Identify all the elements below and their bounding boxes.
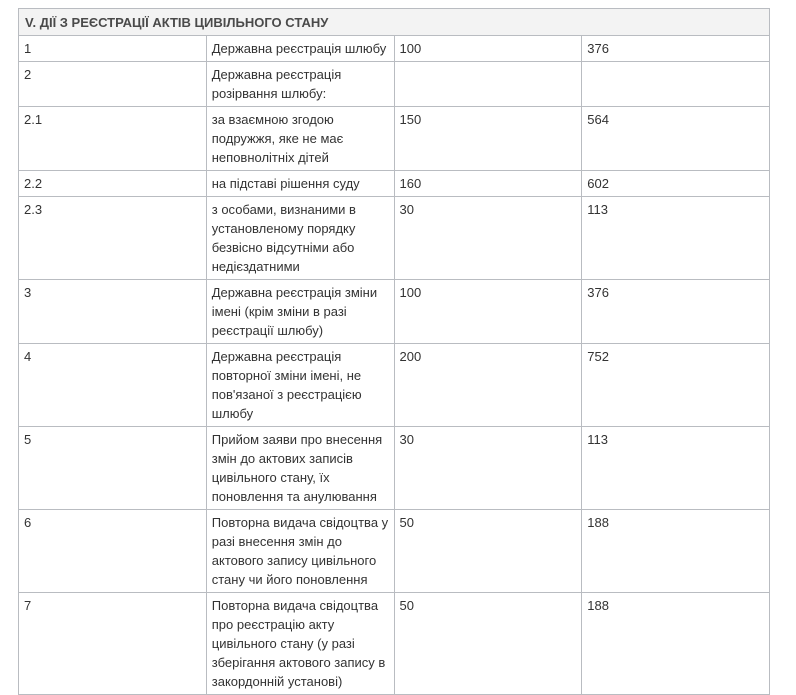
- table-row: [19, 107, 770, 171]
- row-description: Державна реєстрація шлюбу: [206, 36, 394, 62]
- table-row: [19, 427, 770, 510]
- row-value-2: 113: [582, 427, 770, 510]
- table-row: [19, 510, 770, 593]
- row-number: 6: [19, 510, 207, 593]
- row-number: 7: [19, 593, 207, 695]
- row-value-1: 50: [394, 593, 582, 695]
- row-value-2: 376: [582, 36, 770, 62]
- table-row: [19, 593, 770, 695]
- row-value-1: 100: [394, 36, 582, 62]
- fee-table: [18, 8, 770, 695]
- row-value-2: 564: [582, 107, 770, 171]
- section-header-row: [19, 9, 770, 36]
- row-value-2: 188: [582, 593, 770, 695]
- row-value-2: 188: [582, 510, 770, 593]
- table-row: [19, 280, 770, 344]
- row-value-1: 30: [394, 427, 582, 510]
- row-value-1: 150: [394, 107, 582, 171]
- row-value-1: 50: [394, 510, 582, 593]
- row-number: 2.3: [19, 197, 207, 280]
- row-number: 5: [19, 427, 207, 510]
- section-title: V. ДІЇ З РЕЄСТРАЦІЇ АКТІВ ЦИВІЛЬНОГО СТАНУ: [19, 9, 770, 36]
- row-description: Прийом заяви про внесення змін до актових записів цивільного стану, їх поновлення та анулювання: [206, 427, 394, 510]
- row-value-2: [582, 62, 770, 107]
- table-row: [19, 344, 770, 427]
- row-value-1: [394, 62, 582, 107]
- row-description: Повторна видача свідоцтва про реєстрацію акту цивільного стану (у разі зберігання актового запису в закордонній установі): [206, 593, 394, 695]
- table-row: [19, 197, 770, 280]
- row-value-2: 602: [582, 171, 770, 197]
- row-description: за взаємною згодою подружжя, яке не має неповнолітніх дітей: [206, 107, 394, 171]
- row-value-1: 200: [394, 344, 582, 427]
- table-row: [19, 36, 770, 62]
- row-value-2: 376: [582, 280, 770, 344]
- row-number: 1: [19, 36, 207, 62]
- row-description: з особами, визнаними в установленому порядку безвісно відсутніми або недієздатними: [206, 197, 394, 280]
- row-description: Державна реєстрація розірвання шлюбу:: [206, 62, 394, 107]
- row-value-1: 30: [394, 197, 582, 280]
- row-value-2: 752: [582, 344, 770, 427]
- row-description: Державна реєстрація зміни імені (крім зміни в разі реєстрації шлюбу): [206, 280, 394, 344]
- row-description: Державна реєстрація повторної зміни імені, не пов'язаної з реєстрацією шлюбу: [206, 344, 394, 427]
- row-number: 3: [19, 280, 207, 344]
- row-number: 2.1: [19, 107, 207, 171]
- row-description: на підставі рішення суду: [206, 171, 394, 197]
- row-number: 4: [19, 344, 207, 427]
- row-value-1: 100: [394, 280, 582, 344]
- table-row: [19, 62, 770, 107]
- row-value-2: 113: [582, 197, 770, 280]
- row-number: 2.2: [19, 171, 207, 197]
- row-description: Повторна видача свідоцтва у разі внесення змін до актового запису цивільного стану чи його поновлення: [206, 510, 394, 593]
- row-value-1: 160: [394, 171, 582, 197]
- row-number: 2: [19, 62, 207, 107]
- table-row: [19, 171, 770, 197]
